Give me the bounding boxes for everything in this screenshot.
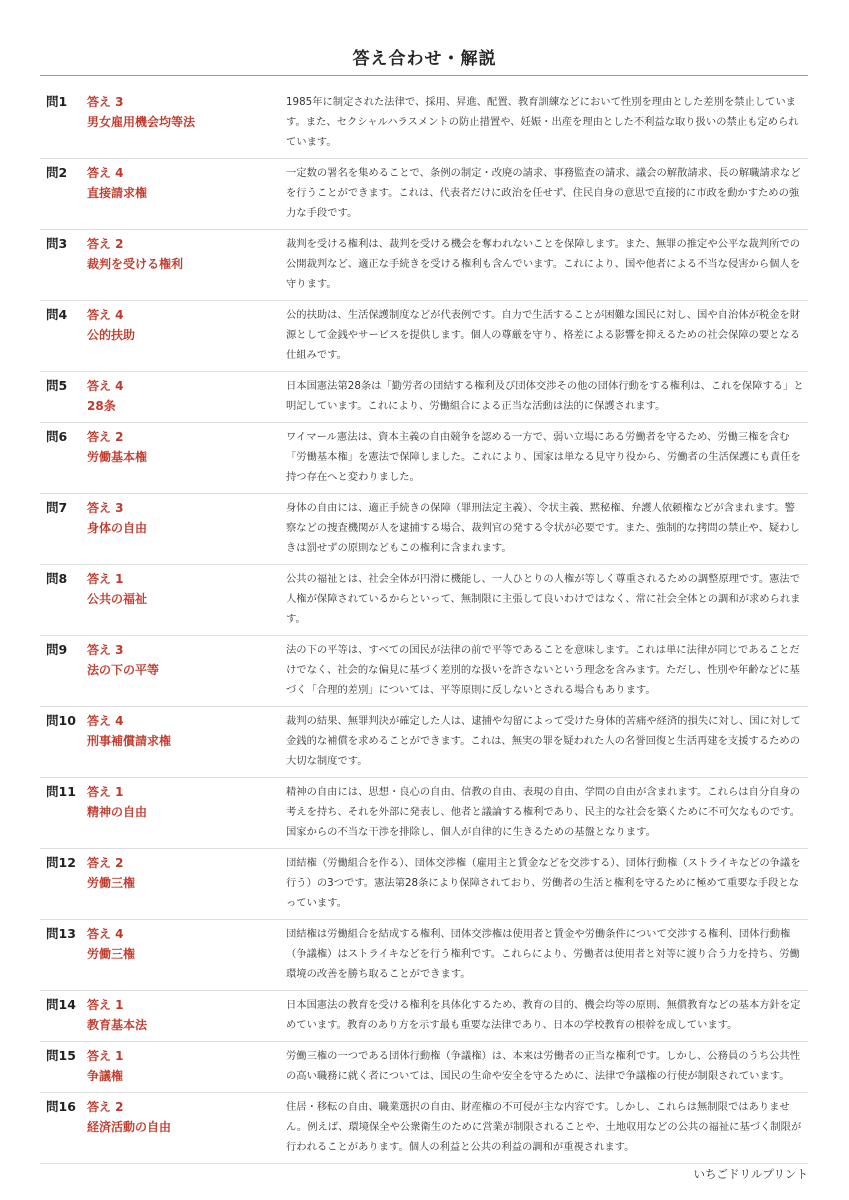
question-number: 問5 [46, 378, 68, 393]
answer-block [87, 305, 286, 365]
answer-block [87, 640, 286, 700]
answer-choice: 答え 4 [87, 927, 124, 941]
answer-row [40, 230, 808, 301]
answer-choice: 答え 4 [87, 714, 124, 728]
question-number: 問11 [46, 784, 76, 799]
answer-row [40, 991, 808, 1042]
explanation-text: 法の下の平等は、すべての国民が法律の前で平等であることを意味します。これは単に法律が同じであることだけでなく、社会的な偏見に基づく差別的な扱いを許さないという理念を含みます。ただし、性別や年齢などに基づく「合理的差別」については、平等原則に反しないとされる場合もあります。 [286, 644, 800, 696]
answer-row [40, 920, 808, 991]
answer-term: 経済活動の自由 [87, 1120, 172, 1134]
explanation-text: 住居・移転の自由、職業選択の自由、財産権の不可侵が主な内容です。しかし、これらは無制限ではありません。例えば、環境保全や公衆衛生のために営業が制限されることや、土地収用などの公共の福祉に基づく制限が行われることがあります。個人の利益と公共の利益の調和が重視されます。 [286, 1101, 802, 1153]
question-number: 問14 [46, 997, 76, 1012]
answer-block [87, 427, 286, 487]
footer-brand: いちごドリルプリント [693, 1167, 808, 1181]
explanation-text: 裁判を受ける権利は、裁判を受ける機会を奪われないことを保障します。また、無罪の推定や公平な裁判所での公開裁判など、適正な手続きを受ける権利も含んでいます。これにより、国や他者による不当な侵害から個人を守ります。 [286, 238, 801, 290]
answer-row [40, 88, 808, 159]
question-number: 問16 [46, 1099, 76, 1114]
question-number: 問13 [46, 926, 76, 941]
answer-block [87, 498, 286, 558]
answer-term: 争議権 [87, 1069, 124, 1083]
explanation-text: 一定数の署名を集めることで、条例の制定・改廃の請求、事務監査の請求、議会の解散請求、長の解職請求などを行うことができます。これは、代表者だけに政治を任せず、住民自身の意思で直接的に市政を動かすための強力な手段です。 [286, 167, 801, 219]
question-number: 問3 [46, 236, 68, 251]
answer-row [40, 707, 808, 778]
page-title: 答え合わせ・解説 [352, 49, 497, 69]
answer-term: 労働三権 [87, 947, 136, 961]
answer-block [87, 163, 286, 223]
explanation-text: 団結権（労働組合を作る）、団体交渉権（雇用主と賃金などを交渉する）、団体行動権（ストライキなどの争議を行う）の3つです。憲法第28条により保障されており、労働者の生活と権利を守るために極めて重要な手段となっています。 [286, 857, 801, 909]
explanation-text: 身体の自由には、適正手続きの保障（罪刑法定主義）、令状主義、黙秘権、弁護人依頼権などが含まれます。警察などの捜査機関が人を逮捕する場合、裁判官の発する令状が必要です。また、強制的な拷問の禁止や、疑わしきは罰せずの原則などもこの権利に含まれます。 [286, 502, 800, 554]
answer-row [40, 301, 808, 372]
answer-block [87, 924, 286, 984]
answer-choice: 答え 4 [87, 379, 124, 393]
answer-term: 男女雇用機会均等法 [87, 115, 196, 129]
answer-choice: 答え 2 [87, 1100, 124, 1114]
answer-block [87, 1097, 286, 1157]
answer-choice: 答え 3 [87, 95, 124, 109]
answer-term: 身体の自由 [87, 521, 148, 535]
answer-row [40, 372, 808, 423]
question-number: 問2 [46, 165, 68, 180]
answer-choice: 答え 1 [87, 572, 124, 586]
explanation-text: 団結権は労働組合を結成する権利、団体交渉権は使用者と賃金や労働条件について交渉する権利、団体行動権（争議権）はストライキなどを行う権利です。これらにより、労働者は使用者と対等に渡り合う力を持ち、労働環境の改善を勝ち取ることができます。 [286, 928, 800, 980]
answer-term: 28条 [87, 399, 116, 413]
answer-term: 精神の自由 [87, 805, 148, 819]
answer-term: 裁判を受ける権利 [87, 257, 184, 271]
answer-term: 公的扶助 [87, 328, 136, 342]
question-number: 問8 [46, 571, 68, 586]
answer-choice: 答え 4 [87, 308, 124, 322]
explanation-text: 裁判の結果、無罪判決が確定した人は、逮捕や勾留によって受けた身体的苦痛や経済的損失に対し、国に対して金銭的な補償を求めることができます。これは、無実の罪を疑われた人の名誉回復と生活再建を支援するための大切な制度です。 [286, 715, 801, 767]
answer-choice: 答え 2 [87, 856, 124, 870]
question-number: 問15 [46, 1048, 76, 1063]
explanation-text: 公共の福祉とは、社会全体が円滑に機能し、一人ひとりの人権が等しく尊重されるための調整原理です。憲法で人権が保障されているからといって、無制限に主張して良いわけではなく、常に社会全体との調和が求められます。 [286, 573, 801, 625]
answer-block [87, 1046, 286, 1086]
explanation-text: 日本国憲法第28条は「勤労者の団結する権利及び団体交渉その他の団体行動をする権利は、これを保障する」と明記しています。これにより、労働組合による正当な活動は法的に保護されます。 [286, 380, 804, 412]
question-number: 問1 [46, 94, 68, 109]
answer-row [40, 1093, 808, 1164]
explanation-text: ワイマール憲法は、資本主義の自由競争を認める一方で、弱い立場にある労働者を守るため、労働三権を含む「労働基本権」を憲法で保障しました。これにより、国家は単なる見守り役から、労働者の生活保護にも責任を持つ存在へと変わりました。 [286, 431, 801, 483]
answer-choice: 答え 1 [87, 785, 124, 799]
answer-choice: 答え 4 [87, 166, 124, 180]
answer-choice: 答え 1 [87, 998, 124, 1012]
explanation-text: 精神の自由には、思想・良心の自由、信教の自由、表現の自由、学問の自由が含まれます。これらは自分自身の考えを持ち、それを外部に発表し、他者と議論する権利であり、民主的な社会を築くために不可欠なものです。国家からの不当な干渉を排除し、個人が自律的に生きるための基盤となります。 [286, 786, 801, 838]
title-divider [40, 75, 808, 76]
answer-block [87, 782, 286, 842]
answer-term: 教育基本法 [87, 1018, 148, 1032]
answer-term: 労働基本権 [87, 450, 148, 464]
question-number: 問7 [46, 500, 68, 515]
answer-row [40, 1042, 808, 1093]
answer-choice: 答え 3 [87, 501, 124, 515]
answer-list [40, 88, 808, 1164]
answer-row [40, 159, 808, 230]
answer-row [40, 778, 808, 849]
explanation-text: 労働三権の一つである団体行動権（争議権）は、本来は労働者の正当な権利です。しかし、公務員のうち公共性の高い職務に就く者については、国民の生命や安全を守るために、法律で争議権の行使が制限されています。 [286, 1050, 801, 1082]
answer-choice: 答え 2 [87, 430, 124, 444]
explanation-text: 日本国憲法の教育を受ける権利を具体化するため、教育の目的、機会均等の原則、無償教育などの基本方針を定めています。教育のあり方を示す最も重要な法律であり、日本の学校教育の根幹を成しています。 [286, 999, 801, 1031]
answer-row [40, 565, 808, 636]
answer-block [87, 234, 286, 294]
answer-row [40, 494, 808, 565]
answer-choice: 答え 1 [87, 1049, 124, 1063]
answer-term: 公共の福祉 [87, 592, 148, 606]
answer-term: 労働三権 [87, 876, 136, 890]
answer-choice: 答え 2 [87, 237, 124, 251]
question-number: 問4 [46, 307, 68, 322]
question-number: 問6 [46, 429, 68, 444]
explanation-text: 公的扶助は、生活保護制度などが代表例です。自力で生活することが困難な国民に対し、国や自治体が税金を財源として金銭やサービスを提供します。個人の尊厳を守り、格差による影響を抑えるための社会保障の要となる仕組みです。 [286, 309, 801, 361]
answer-term: 刑事補償請求権 [87, 734, 172, 748]
question-number: 問9 [46, 642, 68, 657]
answer-block [87, 995, 286, 1035]
explanation-text: 1985年に制定された法律で、採用、昇進、配置、教育訓練などにおいて性別を理由とした差別を禁止しています。また、セクシャルハラスメントの防止措置や、妊娠・出産を理由とした不利益な取り扱いの禁止も定められています。 [286, 96, 799, 148]
answer-term: 法の下の平等 [87, 663, 160, 677]
question-number: 問12 [46, 855, 76, 870]
question-number: 問10 [46, 713, 76, 728]
answer-block [87, 569, 286, 629]
answer-term: 直接請求権 [87, 186, 148, 200]
answer-block [87, 376, 286, 416]
answer-block [87, 853, 286, 913]
answer-choice: 答え 3 [87, 643, 124, 657]
answer-row [40, 423, 808, 494]
answer-row [40, 849, 808, 920]
answer-block [87, 92, 286, 152]
answer-row [40, 636, 808, 707]
answer-block [87, 711, 286, 771]
